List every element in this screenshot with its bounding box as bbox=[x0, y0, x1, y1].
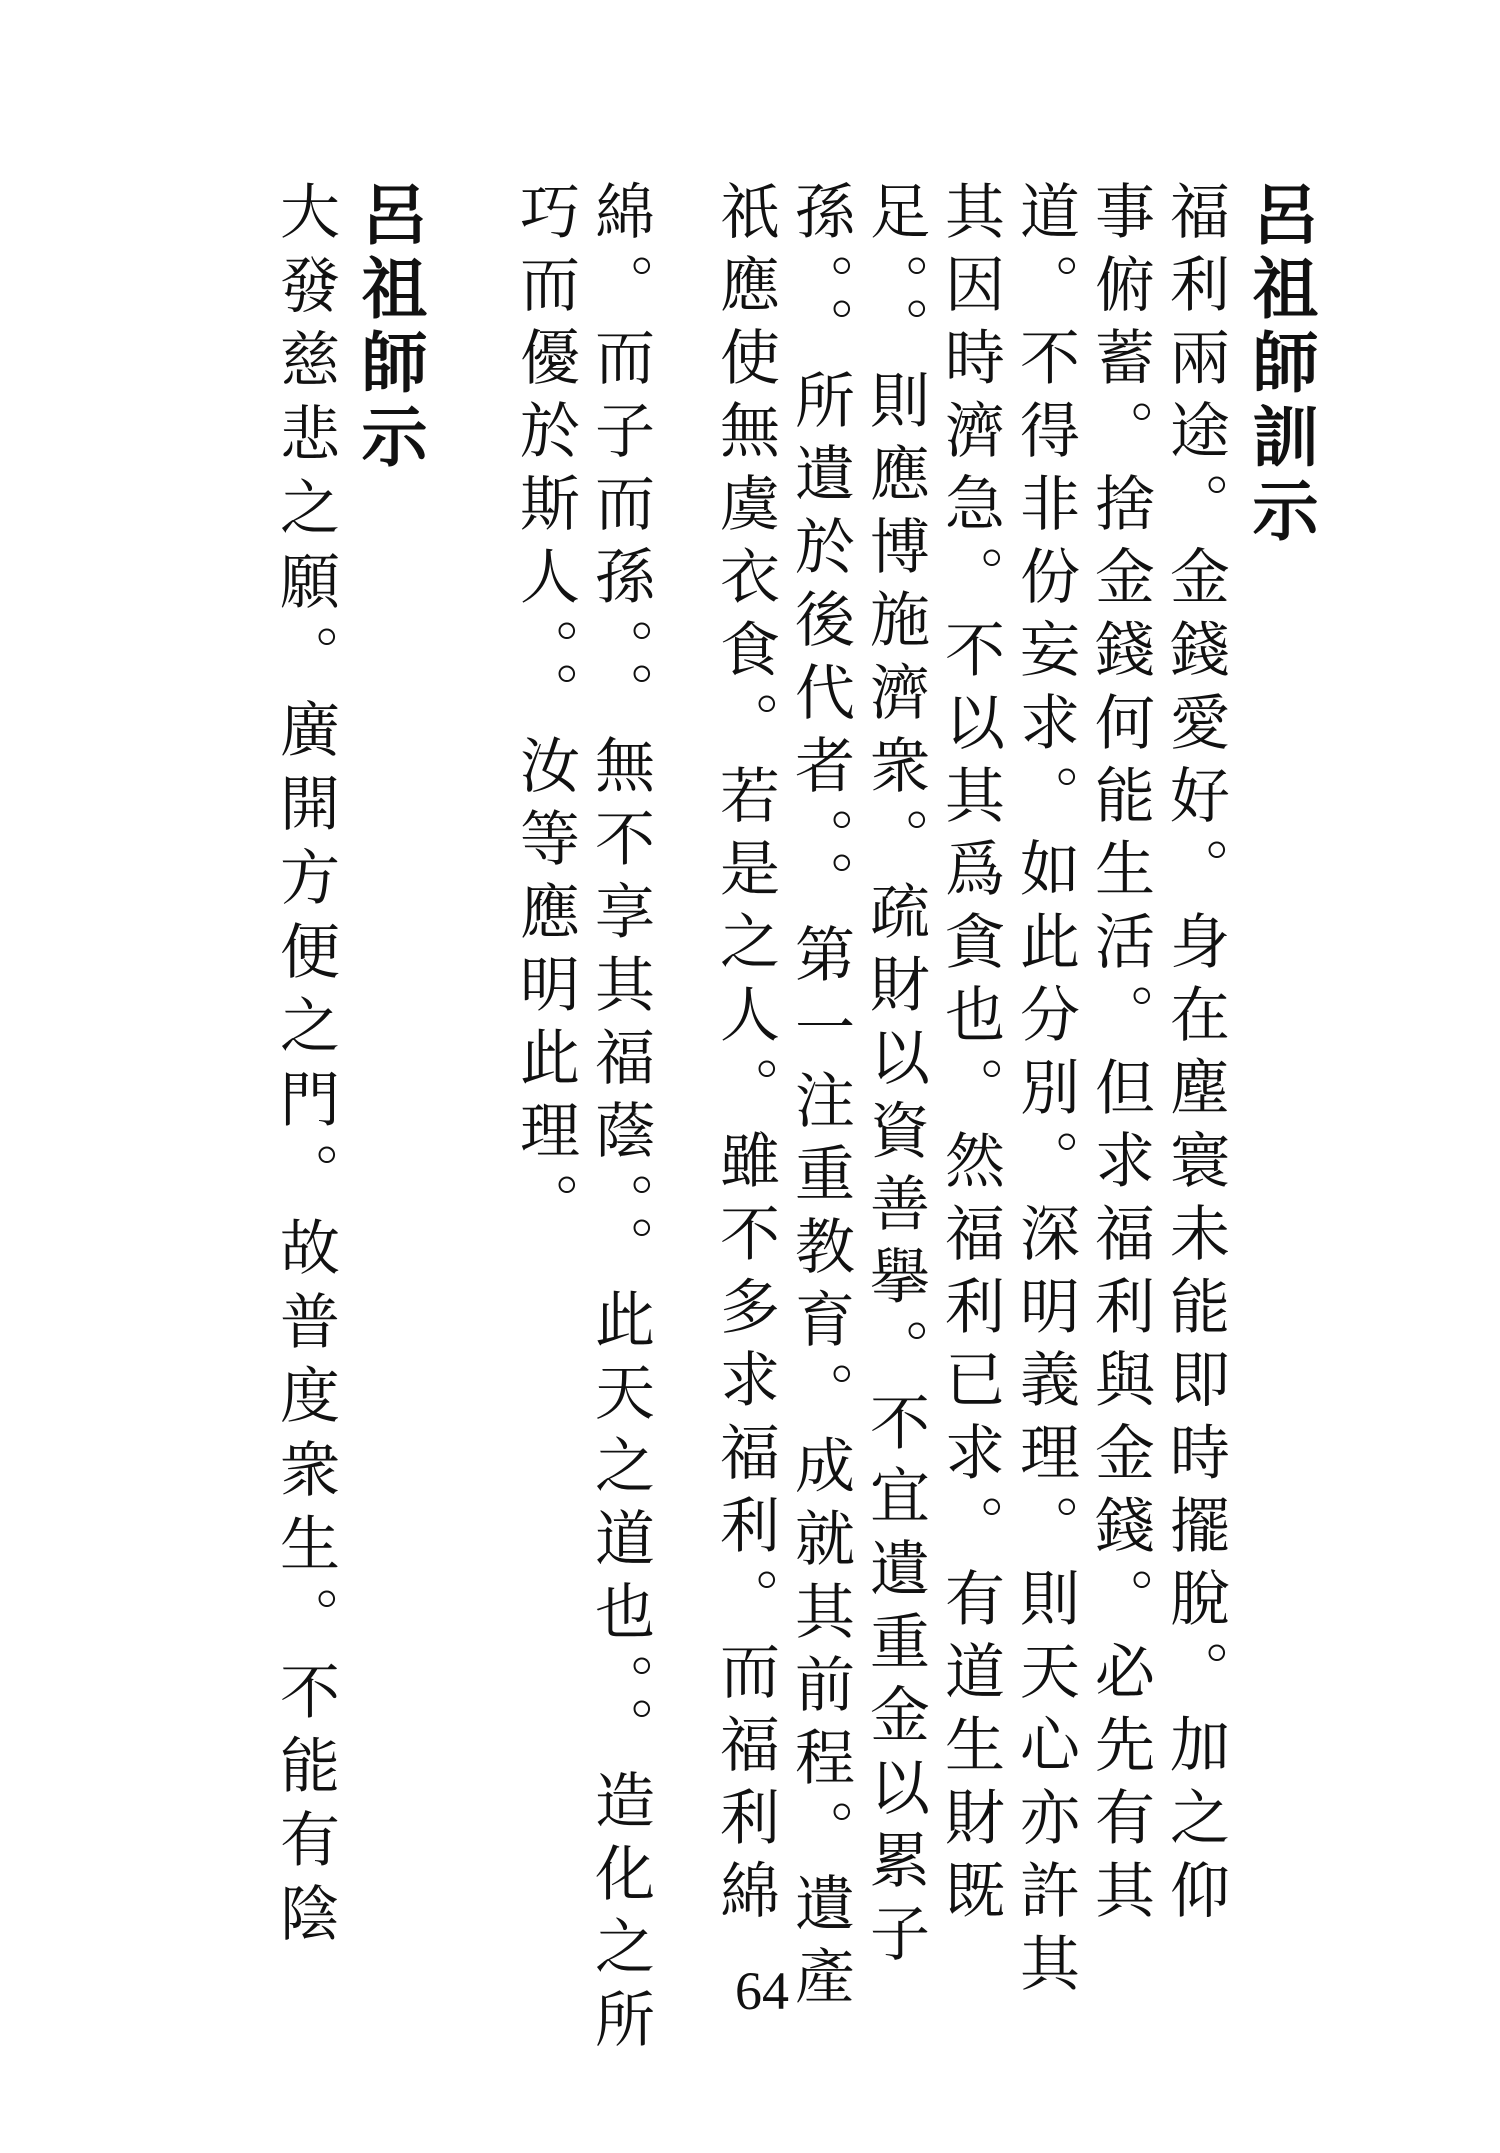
section-1-column: 祇應使無虞衣食。若是之人。雖不多求福利。而福利綿 bbox=[710, 180, 780, 1932]
section-1-column: 道。不得非份妄求。如此分別。深明義理。則天心亦許其 bbox=[1010, 180, 1080, 2005]
section-1-column: 綿。而子而孫。。無不享其福蔭。。此天之道也。。造化之所 bbox=[585, 180, 655, 2061]
section-1-column: 事俯蓄。捨金錢何能生活。但求福利與金錢。必先有其 bbox=[1085, 180, 1155, 1932]
section-1-column: 巧而優於斯人。。汝等應明此理。 bbox=[510, 180, 580, 1245]
page-number: 64 bbox=[735, 1961, 789, 2021]
section-1-column: 足。。則應博施濟衆。疏財以資善擧。不宜遺重金以累子 bbox=[860, 180, 930, 1975]
section-2-column: 大發慈悲之願。廣開方便之門。故普度衆生。不能有陰 bbox=[270, 180, 340, 1956]
section-1-column: 福利兩途。金錢愛好。身在塵寰未能即時擺脫。加之仰 bbox=[1160, 180, 1230, 1932]
section-1-column: 其因時濟急。不以其爲貪也。然福利已求。有道生財既 bbox=[935, 180, 1005, 1932]
section-2-title: 呂祖師示 bbox=[350, 180, 427, 476]
section-1-title: 呂祖師訓示 bbox=[1241, 180, 1318, 550]
section-1-column: 孫。。所遺於後代者。。第一注重教育。成就其前程。遺產 bbox=[785, 180, 855, 2018]
